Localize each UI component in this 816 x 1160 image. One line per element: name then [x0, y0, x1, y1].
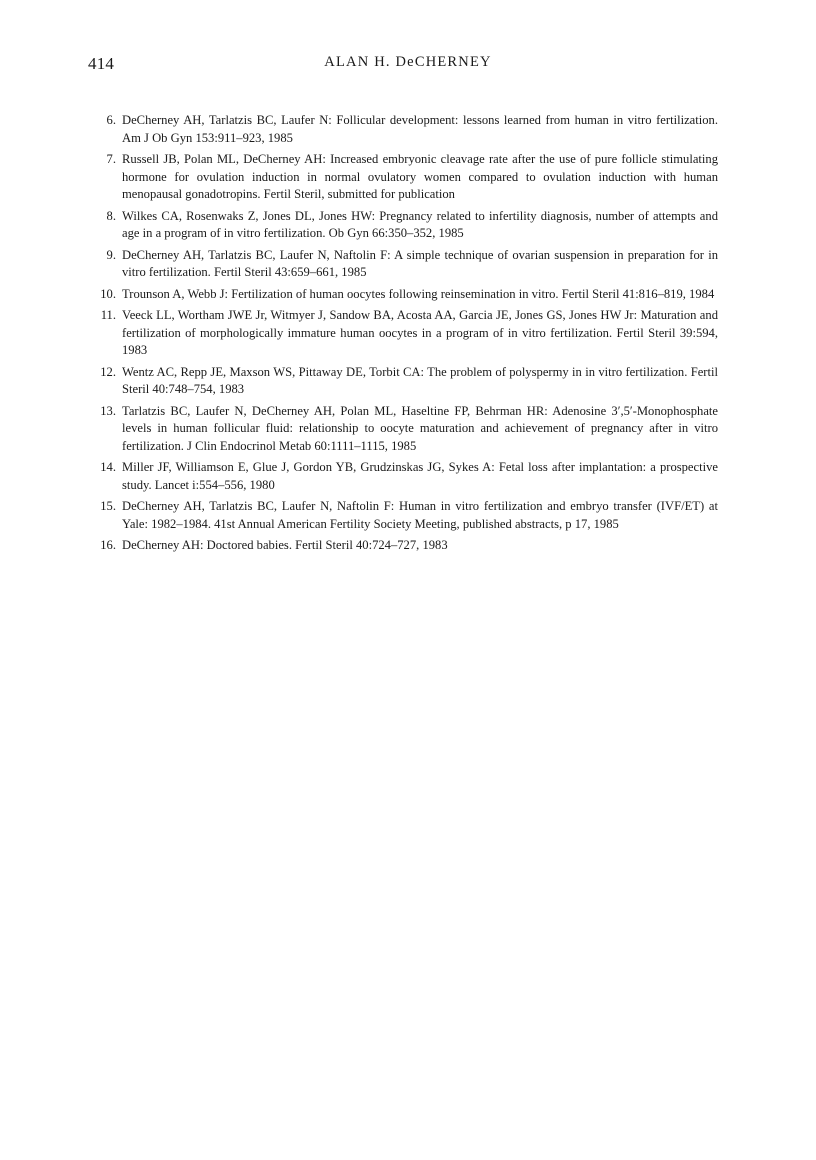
- reference-item: [88, 403, 718, 456]
- reference-number: 6.: [106, 113, 116, 127]
- reference-list: [88, 112, 718, 559]
- reference-number: 7.: [106, 152, 116, 166]
- reference-number: 16.: [100, 538, 116, 552]
- reference-text: Wentz AC, Repp JE, Maxson WS, Pittaway DE, Torbit CA: The problem of polyspermy in in vitro fertilization. Fertil Steril 40:748–754, 1983: [122, 364, 718, 396]
- page-number: 414: [88, 54, 115, 73]
- reference-text: Miller JF, Williamson E, Glue J, Gordon YB, Grudzinskas JG, Sykes A: Fetal loss after implantation: a prospective study. Lancet i:554–556, 1980: [122, 460, 718, 492]
- reference-number: 8.: [106, 208, 116, 223]
- reference-number: 9.: [106, 247, 116, 262]
- reference-item: [88, 498, 718, 533]
- reference-item: [88, 286, 718, 304]
- reference-text: DeCherney AH, Tarlatzis BC, Laufer N, Naftolin F: A simple technique of ovarian suspension in preparation for in vitro fertilization. Fertil Steril 43:659–661, 1985: [122, 247, 718, 279]
- page-header: [88, 54, 728, 78]
- reference-text: Russell JB, Polan ML, DeCherney AH: Increased embryonic cleavage rate after the use of pure follicle stimulating hormone for ovulation induction in normal ovulatory women compared to ovulation induction with human menopausal gonadotropins. Fertil Steril, submitted for publication: [122, 152, 718, 201]
- reference-item: [88, 208, 718, 243]
- reference-number: 14.: [100, 460, 116, 474]
- reference-number: 11.: [100, 308, 116, 322]
- reference-text: Trounson A, Webb J: Fertilization of human oocytes following reinsemination in vitro. Fertil Steril 41:816–819, 1984: [122, 286, 715, 301]
- reference-number: 15.: [100, 499, 116, 513]
- reference-item: [88, 364, 718, 399]
- reference-number: 12.: [100, 364, 116, 379]
- reference-text: DeCherney AH: Doctored babies. Fertil Steril 40:724–727, 1983: [122, 538, 448, 552]
- reference-text: DeCherney AH, Tarlatzis BC, Laufer N, Naftolin F: Human in vitro fertilization and embryo transfer (IVF/ET) at Yale: 1982–1984. 41st Annual American Fertility Society Meeting, published abstracts, p 17, 1985: [122, 499, 718, 531]
- reference-text: DeCherney AH, Tarlatzis BC, Laufer N: Follicular development: lessons learned from human in vitro fertilization. Am J Ob Gyn 153:911–923, 1985: [122, 113, 718, 145]
- reference-number: 13.: [100, 403, 116, 418]
- reference-item: [88, 307, 718, 360]
- reference-item: [88, 112, 718, 147]
- reference-text: Wilkes CA, Rosenwaks Z, Jones DL, Jones HW: Pregnancy related to infertility diagnosis, number of attempts and age in a program of in vitro fertilization. Ob Gyn 66:350–352, 1985: [122, 208, 718, 240]
- reference-item: [88, 537, 718, 555]
- reference-number: 10.: [100, 286, 116, 301]
- reference-item: [88, 151, 718, 204]
- reference-item: [88, 459, 718, 494]
- reference-text: Tarlatzis BC, Laufer N, DeCherney AH, Polan ML, Haseltine FP, Behrman HR: Adenosine 3′,5′-Monophosphate levels in human follicular fluid: relationship to oocyte maturation and achievement of pregnancy after in vitro fertilization. J Clin Endocrinol Metab 60:1111–1115, 1985: [122, 403, 718, 453]
- reference-item: [88, 247, 718, 282]
- reference-text: Veeck LL, Wortham JWE Jr, Witmyer J, Sandow BA, Acosta AA, Garcia JE, Jones GS, Jones HW Jr: Maturation and fertilization of morphologically immature human oocytes in a program of in vitro fertilization. Fertil Steril 39:594, 1983: [122, 308, 718, 357]
- running-head: ALAN H. DeCHERNEY: [324, 54, 492, 70]
